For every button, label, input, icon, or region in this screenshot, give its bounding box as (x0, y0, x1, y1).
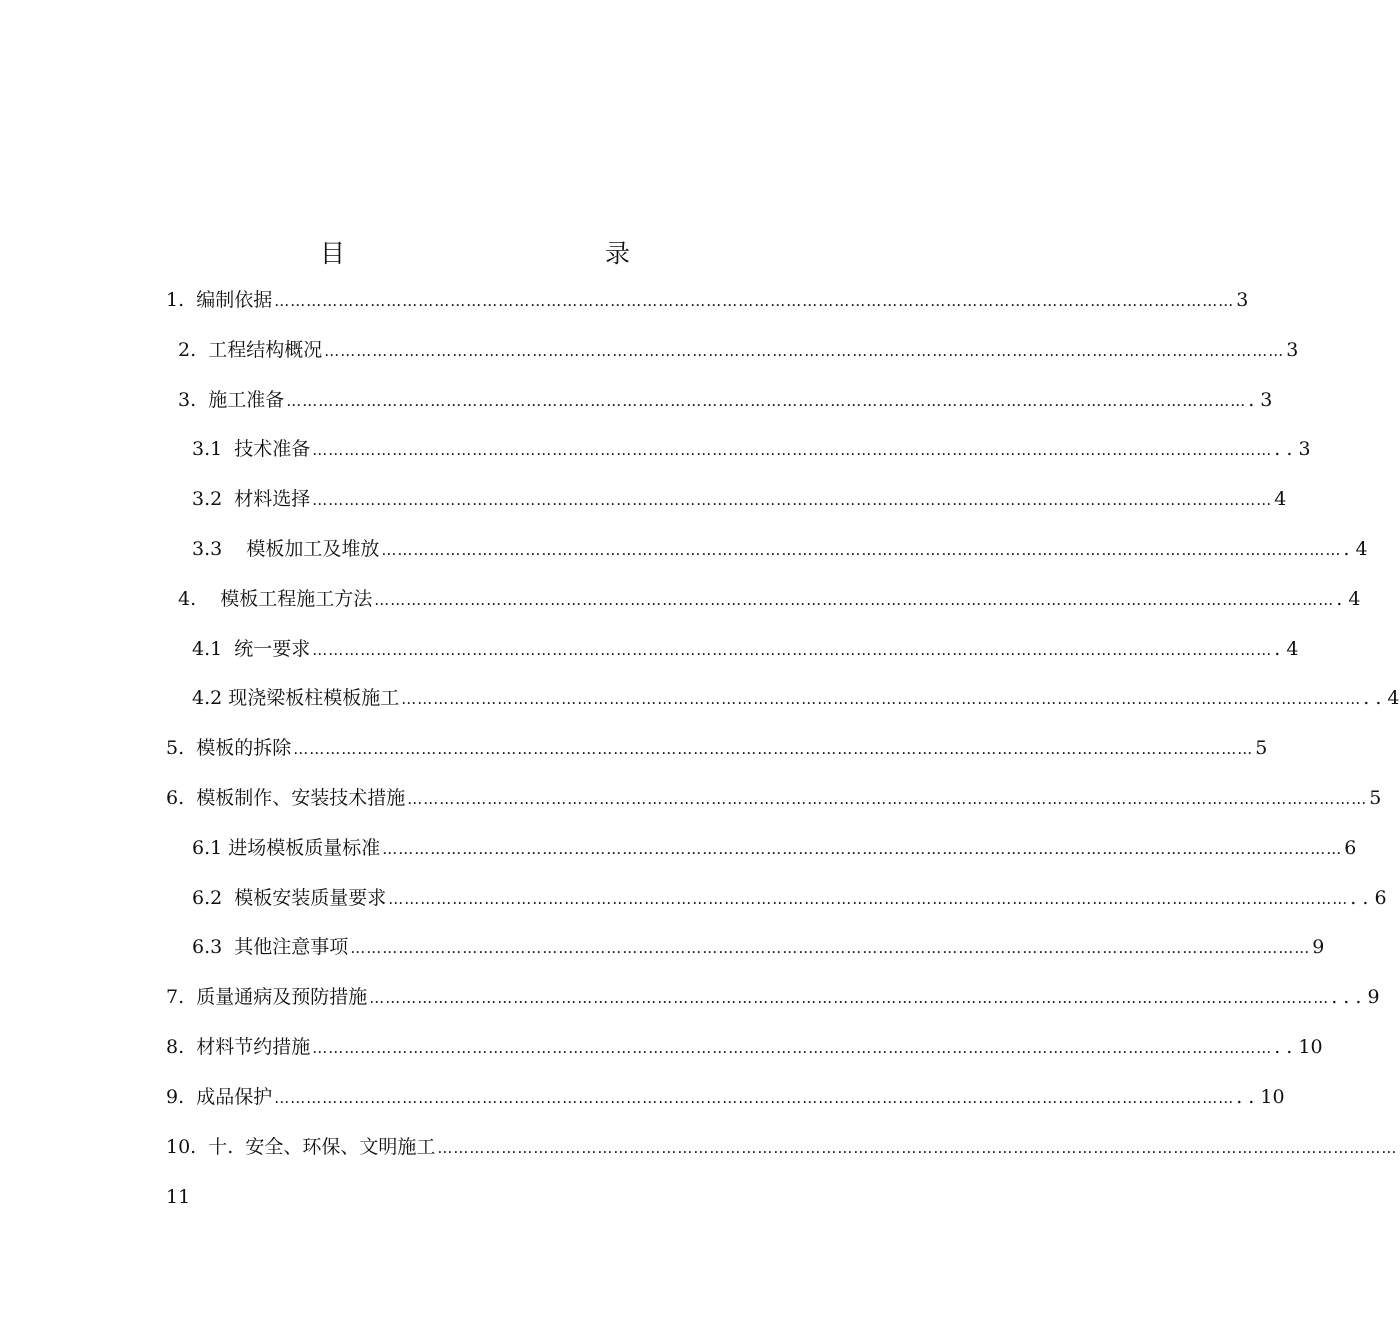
toc-entry-label: 1. 编制依据 (166, 289, 273, 311)
toc-entry (192, 434, 1311, 461)
toc-entry-label: 5. 模板的拆除 (166, 737, 292, 760)
toc-entry (192, 534, 1368, 560)
toc-leader-dots: ……………………………………………………………………………………………………………………………………………………………… (293, 740, 1254, 759)
toc-leader-dots: ……………………………………………………………………………………………………………………………………………………………… (312, 1039, 1273, 1057)
toc-leader-dots: ……………………………………………………………………………………………………………………………………………………………… (407, 790, 1368, 808)
toc-entry-label: 3.3 模板加工及堆放 (192, 538, 380, 560)
toc-title: 目 录 (319, 239, 700, 268)
toc-leader-dots: ……………………………………………………………………………………………………………………………………………………………… (312, 491, 1273, 510)
toc-leader-dots: ……………………………………………………………………………………………………………………………………………………………… (312, 640, 1273, 659)
toc-entry (166, 1082, 1285, 1108)
toc-entry-label: 4.1 统一要求 (192, 637, 311, 660)
toc-leader-dots: ……………………………………………………………………………………………………………………………………………………………… (381, 541, 1342, 559)
toc-leader-dots: ……………………………………………………………………………………………………………………………………………………………… (274, 1088, 1235, 1107)
toc-entry-page: . 4 (1343, 538, 1368, 560)
toc-entry (192, 634, 1299, 660)
toc-entry-page: 9 (1312, 936, 1325, 959)
toc-entry-label: 4. 模板工程施工方法 (178, 587, 373, 610)
toc-entry-page: . . 4 (1363, 687, 1400, 710)
toc-entry (192, 683, 1400, 710)
toc-leader-dots: ……………………………………………………………………………………………………………………………………………………………… (374, 590, 1335, 609)
toc-leader-dots: ……………………………………………………………………………………………………………………………………………………………… (312, 441, 1273, 460)
toc-leader-dots: ……………………………………………………………………………………………………………………………………………………………… (388, 889, 1349, 908)
toc-entry (166, 285, 1249, 311)
toc-entry-label: 8. 材料节约措施 (166, 1036, 311, 1058)
toc-entry-page: 6 (1344, 836, 1357, 859)
toc-entry-label: 3.1 技术准备 (192, 438, 311, 461)
toc-leader-dots: ……………………………………………………………………………………………………………………………………………………………… (324, 341, 1285, 360)
toc-entry-label: 10. 十. 安全、环保、文明施工 (166, 1135, 436, 1158)
toc-entry (192, 484, 1287, 511)
toc-entry-page: 4 (1274, 488, 1287, 511)
toc-entry-page: . . 10 (1236, 1085, 1285, 1108)
toc-entry-label: 2. 工程结构概况 (178, 338, 323, 361)
toc-entry-page: . . 3 (1274, 438, 1311, 461)
toc-entry-page: . . 10 (1274, 1036, 1323, 1058)
toc-entry-label: 3.2 材料选择 (192, 488, 311, 511)
toc-entry-page: 5 (1255, 737, 1268, 760)
toc-entry (178, 385, 1273, 411)
toc-entry (192, 932, 1325, 959)
toc-entry (166, 1132, 1398, 1158)
toc-entry-page: . 4 (1336, 587, 1361, 610)
toc-entry-page: 3 (1286, 338, 1299, 361)
toc-leader-dots: ……………………………………………………………………………………………………………………………………………………………… (437, 1138, 1398, 1157)
toc-entry-page: . 4 (1274, 637, 1299, 660)
toc-entry-page: . 3 (1248, 388, 1273, 411)
toc-entry (178, 335, 1299, 361)
toc-entry-label: 9. 成品保护 (166, 1085, 273, 1108)
toc-entry (166, 733, 1268, 760)
toc-entry-page: 5 (1369, 787, 1382, 809)
toc-wrapped-page-number: 11 (166, 1186, 191, 1208)
toc-leader-dots: ……………………………………………………………………………………………………………………………………………………………… (369, 989, 1330, 1008)
toc-entry-label: 7. 质量通病及预防措施 (166, 986, 368, 1009)
toc-entry-label: 6.3 其他注意事项 (192, 936, 349, 959)
toc-entry (192, 833, 1357, 859)
toc-leader-dots: ……………………………………………………………………………………………………………………………………………………………… (382, 839, 1343, 858)
toc-entry-page: . . . 9 (1331, 986, 1380, 1009)
toc-entry-label: 6.1 进场模板质量标准 (192, 836, 381, 859)
toc-entry (178, 584, 1361, 610)
toc-entry (166, 1032, 1323, 1058)
toc-entry-page: . . 6 (1350, 886, 1387, 909)
toc-entry-label: 6.2 模板安装质量要求 (192, 886, 387, 909)
toc-entry-label: 4.2 现浇梁板柱模板施工 (192, 687, 400, 710)
toc-leader-dots: ……………………………………………………………………………………………………………………………………………………………… (286, 391, 1247, 410)
toc-entry-label: 3. 施工准备 (178, 388, 285, 411)
toc-entry (166, 783, 1382, 809)
toc-leader-dots: ……………………………………………………………………………………………………………………………………………………………… (401, 690, 1362, 709)
toc-entry (192, 883, 1387, 909)
toc-entry-label: 6. 模板制作、安装技术措施 (166, 787, 406, 809)
toc-entry-page: 3 (1236, 289, 1249, 311)
toc-leader-dots: ……………………………………………………………………………………………………………………………………………………………… (350, 939, 1311, 958)
toc-leader-dots: ……………………………………………………………………………………………………………………………………………………………… (274, 292, 1235, 310)
toc-entry (166, 982, 1380, 1009)
